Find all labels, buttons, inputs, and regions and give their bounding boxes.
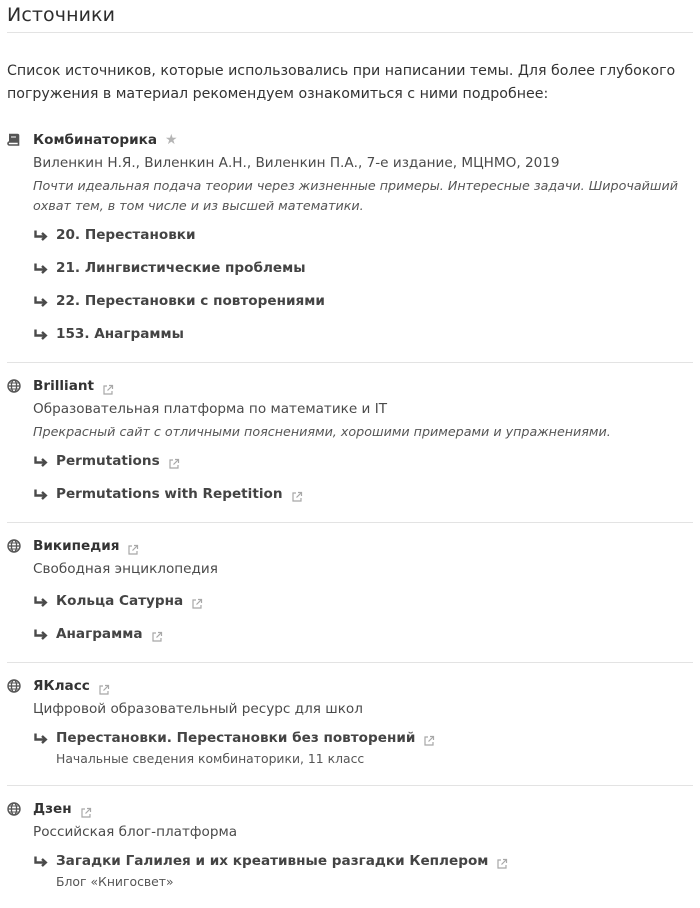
globe-icon [7,801,21,815]
globe-icon [7,678,21,692]
source-link-text[interactable]: 21. Лингвистические проблемы [56,259,306,276]
page-title: Источники [7,0,693,33]
source-link[interactable] [33,847,693,896]
star-icon: ★ [165,132,178,148]
source-link-text[interactable]: 22. Перестановки с повторениями [56,292,325,309]
external-link-icon[interactable] [102,380,114,392]
source-link-subtitle: Блог «Книгосвет» [56,874,174,889]
source-link-main[interactable] [33,849,508,873]
source-link[interactable] [33,218,693,251]
source-title[interactable]: Дзен [33,801,72,817]
source-link-main[interactable] [33,256,306,280]
source-item [7,535,693,663]
source-title-row [33,675,693,697]
source-link[interactable] [33,444,693,477]
source-link-main[interactable] [33,482,303,506]
source-title-row [33,129,693,151]
source-note: Почти идеальная подача теории через жизненные примеры. Интересные задачи. Широчайший охват тем, в том числе и из высшей математики. [33,178,678,213]
arrow-return-icon [33,294,49,308]
source-title-row [33,535,693,557]
arrow-return-icon [33,327,49,341]
arrow-return-icon [33,261,49,275]
arrow-return-icon [33,627,49,641]
source-item [7,375,693,523]
external-link-icon[interactable] [496,855,508,867]
source-link-text[interactable]: Permutations with Repetition [56,485,283,502]
source-link-main[interactable] [33,223,196,247]
external-link-icon[interactable] [191,595,203,607]
source-description: Образовательная платформа по математике и IT [33,401,388,417]
external-link-icon[interactable] [98,680,110,692]
source-title-row [33,375,693,397]
arrow-return-icon [33,731,49,745]
arrow-return-icon [33,487,49,501]
source-link-main[interactable] [33,289,325,313]
source-item [7,798,693,908]
external-link-icon[interactable] [80,803,92,815]
source-links [33,584,693,650]
source-links [33,444,693,510]
source-links [33,724,693,773]
source-link-main[interactable] [33,589,203,613]
source-title: Комбинаторика [33,132,158,148]
source-description: Цифровой образовательный ресурс для школ [33,701,363,717]
globe-icon [7,538,21,552]
source-link[interactable] [33,584,693,617]
source-link-text[interactable]: Перестановки. Перестановки без повторений [56,730,416,746]
source-item [7,675,693,786]
source-link-text[interactable]: Загадки Галилея и их креативные разгадки Кеплером [56,853,489,869]
source-link[interactable] [33,317,693,350]
source-link[interactable] [33,724,693,773]
source-title[interactable]: Википедия [33,538,120,554]
source-link-text[interactable]: Анаграмма [56,625,143,642]
source-description: Свободная энциклопедия [33,561,218,577]
source-link-subtitle: Начальные сведения комбинаторики, 11 класс [56,751,365,766]
source-link[interactable] [33,251,693,284]
sources-list [7,129,693,908]
source-link-main[interactable] [33,622,163,646]
external-link-icon[interactable] [127,540,139,552]
book-icon [7,132,21,146]
globe-icon [7,378,21,392]
source-item [7,129,693,363]
source-link-main[interactable] [33,726,435,750]
arrow-return-icon [33,594,49,608]
source-link[interactable] [33,284,693,317]
source-note: Прекрасный сайт с отличными пояснениями, хорошими примерами и упражнениями. [33,424,611,439]
source-link-text[interactable]: Кольца Сатурна [56,592,184,609]
source-link-main[interactable] [33,449,180,473]
source-title[interactable]: Brilliant [33,378,95,394]
external-link-icon[interactable] [423,732,435,744]
source-link[interactable] [33,617,693,650]
source-link-text[interactable]: Permutations [56,452,160,469]
arrow-return-icon [33,854,49,868]
source-link-main[interactable] [33,322,184,346]
arrow-return-icon [33,228,49,242]
source-description: Виленкин Н.Я., Виленкин А.Н., Виленкин П.А., 7-е издание, МЦНМО, 2019 [33,155,560,171]
source-links [33,847,693,896]
source-links [33,218,693,350]
source-title[interactable]: ЯКласс [33,678,90,694]
source-description: Российская блог-платформа [33,824,238,840]
external-link-icon[interactable] [151,628,163,640]
intro-text: Список источников, которые использовались при написании темы. Для более глубокого погружения в материал рекомендуем ознакомиться с ними подробнее: [7,63,676,102]
external-link-icon[interactable] [291,488,303,500]
source-link-text[interactable]: 153. Анаграммы [56,325,184,342]
source-link-text[interactable]: 20. Перестановки [56,226,196,243]
external-link-icon[interactable] [168,455,180,467]
source-link[interactable] [33,477,693,510]
source-title-row [33,798,693,820]
arrow-return-icon [33,454,49,468]
